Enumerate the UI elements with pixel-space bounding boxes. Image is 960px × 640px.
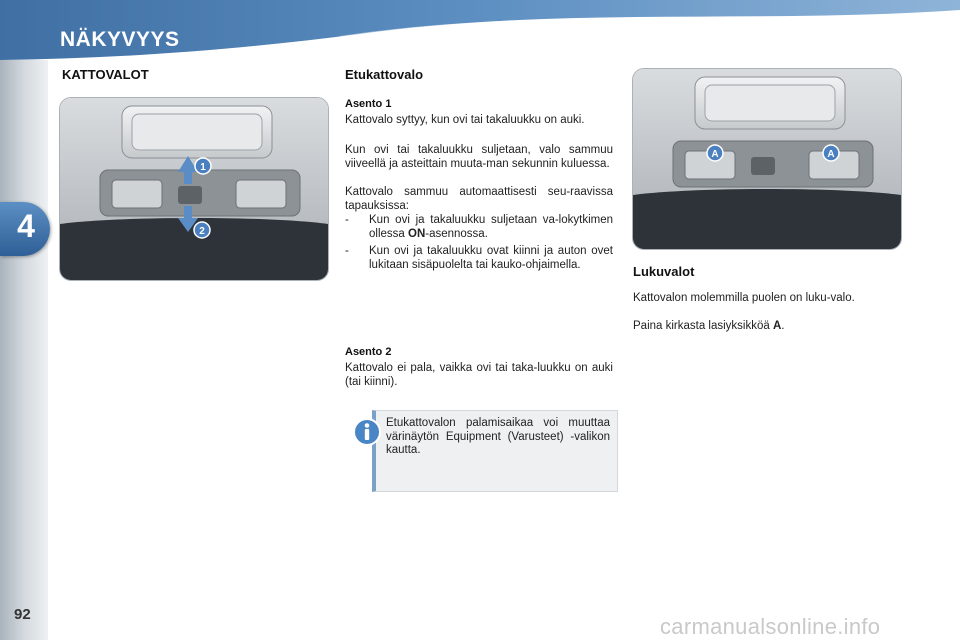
info-box — [372, 410, 618, 492]
asento2-paragraph: Kattovalo ei pala, vaikka ovi tai taka-luukku on auki (tai kiinni). — [345, 362, 613, 388]
section-heading-lukuvalot: Lukuvalot — [633, 264, 695, 279]
marker-a-left: A — [711, 149, 719, 160]
asento1-paragraph-2: Kun ovi tai takaluukku suljetaan, valo sammuu viiveellä ja asteittain muuta-man sekunnin kuluessa. — [345, 144, 613, 170]
page-number: 92 — [14, 606, 31, 623]
asento1-bullet-2: - Kun ovi ja takaluukku ovat kiinni ja auton ovet lukitaan sisäpuolelta tai kauko-ohjaimella. — [345, 245, 613, 271]
marker-2: 2 — [199, 226, 205, 237]
asento1-paragraph-1: Kattovalo syttyy, kun ovi tai takaluukku on auki. — [345, 114, 585, 126]
page-title: NÄKYVYYS — [60, 28, 180, 51]
asento1-bullet-1: - Kun ovi ja takaluukku suljetaan va-lokytkimen ollessa ON-asennossa. — [345, 214, 613, 240]
side-strip — [0, 60, 48, 640]
lukuvalot-paragraph-2: Paina kirkasta lasiyksikköä A. — [633, 320, 785, 332]
reading-lights-illustration — [632, 68, 902, 250]
section-heading-kattovalot: KATTOVALOT — [62, 67, 149, 82]
info-text: Etukattovalon palamisaikaa voi muuttaa värinäytön Equipment (Varusteet) -valikon kautta. — [386, 417, 610, 456]
watermark: carmanualsonline.info — [660, 614, 881, 639]
asento1-paragraph-3: Kattovalo sammuu automaattisesti seu-raavissa tapauksissa: — [345, 186, 613, 212]
subheading-asento-2: Asento 2 — [345, 346, 392, 358]
marker-1: 1 — [200, 162, 206, 173]
section-heading-etukattovalo: Etukattovalo — [345, 67, 424, 82]
front-roof-light-illustration — [59, 97, 329, 281]
chapter-number: 4 — [17, 208, 35, 244]
header-banner — [0, 0, 960, 60]
info-icon — [352, 417, 382, 447]
subheading-asento-1: Asento 1 — [345, 98, 392, 110]
marker-a-right: A — [827, 149, 835, 160]
lukuvalot-paragraph-1: Kattovalon molemmilla puolen on luku-valo. — [633, 292, 855, 304]
